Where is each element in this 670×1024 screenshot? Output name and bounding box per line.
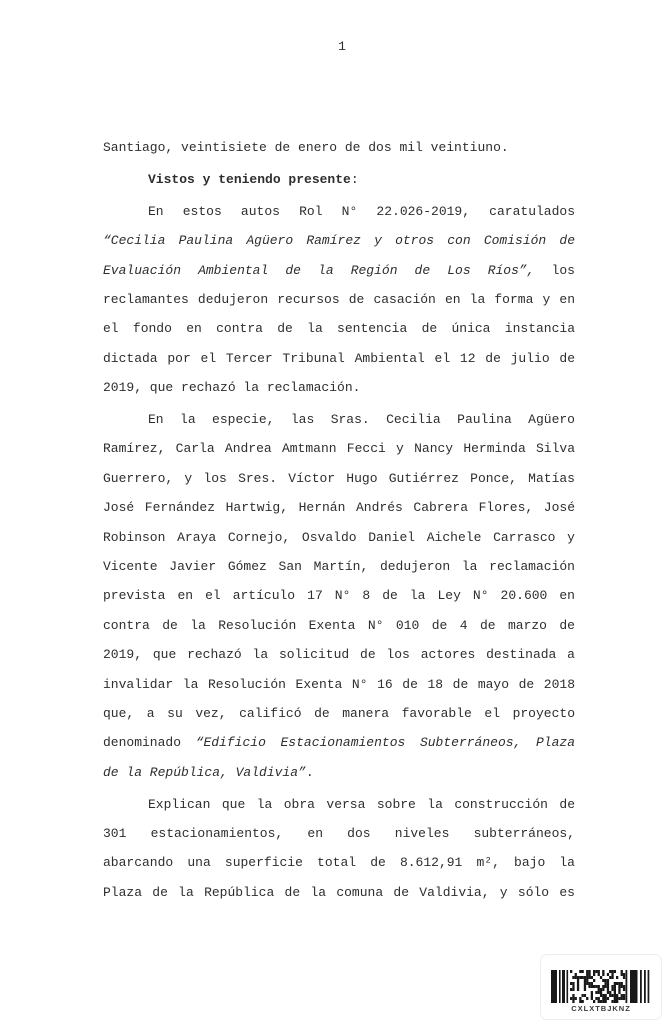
text-line xyxy=(103,728,575,757)
text-segment: . xyxy=(305,764,314,780)
text-segment: 2019, que rechazó la reclamación. xyxy=(103,380,361,396)
text-line xyxy=(103,640,575,669)
text-segment: abarcando una superficie total de 8.612,91 m², bajo la xyxy=(103,855,575,871)
text-line xyxy=(103,314,575,343)
text-segment: el fondo en contra de la sentencia de única instancia xyxy=(103,321,575,337)
text-line xyxy=(103,699,575,728)
text-segment: Explican que la obra versa sobre la construcción de xyxy=(148,796,575,812)
text-segment: reclamantes dedujeron recursos de casación en la forma y en xyxy=(103,291,575,307)
barcode-label: CXLXTBJKNZ xyxy=(571,1004,631,1013)
text-segment: de la República, Valdivia” xyxy=(103,764,306,780)
text-line xyxy=(103,464,575,493)
text-segment: Guerrero, y los Sres. Víctor Hugo Gutiérrez Ponce, Matías xyxy=(103,470,575,486)
text-segment: 2019, que rechazó la solicitud de los actores destinada a xyxy=(103,647,575,663)
text-segment: prevista en el artículo 17 N° 8 de la Ley N° 20.600 en xyxy=(103,588,575,604)
text-segment: Vicente Javier Gómez San Martín, dedujeron la reclamación xyxy=(103,558,575,574)
text-segment: denominado xyxy=(103,735,196,751)
text-segment: En estos autos Rol N° 22.026-2019, caratulados xyxy=(148,203,575,219)
text-line xyxy=(103,581,575,610)
text-line xyxy=(103,611,575,640)
text-segment: Evaluación Ambiental de la Región de Los Ríos”, xyxy=(103,262,535,278)
text-segment: Plaza de la República de la comuna de Valdivia, y sólo es xyxy=(103,884,575,900)
text-line xyxy=(103,878,575,907)
text-line xyxy=(103,434,575,463)
document-body xyxy=(103,133,575,910)
text-segment: En la especie, las Sras. Cecilia Paulina Agüero xyxy=(148,412,575,428)
text-segment: “Cecilia Paulina Agüero Ramírez y otros con Comisión de xyxy=(103,233,575,249)
text-line xyxy=(103,523,575,552)
text-line xyxy=(103,373,575,402)
text-line xyxy=(103,226,575,255)
text-line xyxy=(103,758,575,787)
text-segment: invalidar la Resolución Exenta N° 16 de 18 de mayo de 2018 xyxy=(103,676,575,692)
text-line xyxy=(103,133,575,162)
explican-paragraph xyxy=(103,790,575,908)
text-line xyxy=(103,552,575,581)
text-segment: Vistos y teniendo presente xyxy=(148,171,351,187)
text-segment: 301 estacionamientos, en dos niveles subterráneos, xyxy=(103,825,575,841)
autos-paragraph xyxy=(103,197,575,403)
page-number: 1 xyxy=(338,39,346,54)
text-segment: : xyxy=(350,171,359,187)
text-line xyxy=(103,670,575,699)
text-line xyxy=(103,819,575,848)
text-segment: dictada por el Tercer Tribunal Ambiental el 12 de julio de xyxy=(103,350,575,366)
barcode-icon xyxy=(551,970,651,1003)
text-line xyxy=(103,165,575,194)
text-line xyxy=(103,790,575,819)
date-line xyxy=(103,133,575,162)
text-line xyxy=(103,493,575,522)
text-segment: José Fernández Hartwig, Hernán Andrés Cabrera Flores, José xyxy=(103,500,575,516)
barcode xyxy=(540,954,662,1020)
text-segment: que, a su vez, calificó de manera favorable el proyecto xyxy=(103,705,575,721)
text-line xyxy=(103,256,575,285)
text-segment: Robinson Araya Cornejo, Osvaldo Daniel Aichele Carrasco y xyxy=(103,529,575,545)
text-segment: “Edificio Estacionamientos Subterráneos, Plaza xyxy=(195,735,575,751)
text-segment: los xyxy=(534,262,575,278)
text-line xyxy=(103,848,575,877)
text-segment: Santiago, veintisiete de enero de dos mil veintiuno. xyxy=(103,140,509,155)
text-line xyxy=(103,197,575,226)
especie-paragraph xyxy=(103,405,575,787)
vistos-heading xyxy=(103,165,575,194)
text-line xyxy=(103,405,575,434)
text-segment: contra de la Resolución Exenta N° 010 de 4 de marzo de xyxy=(103,617,575,633)
text-line xyxy=(103,285,575,314)
text-segment: Ramírez, Carla Andrea Amtmann Fecci y Nancy Herminda Silva xyxy=(103,441,575,457)
text-line xyxy=(103,344,575,373)
